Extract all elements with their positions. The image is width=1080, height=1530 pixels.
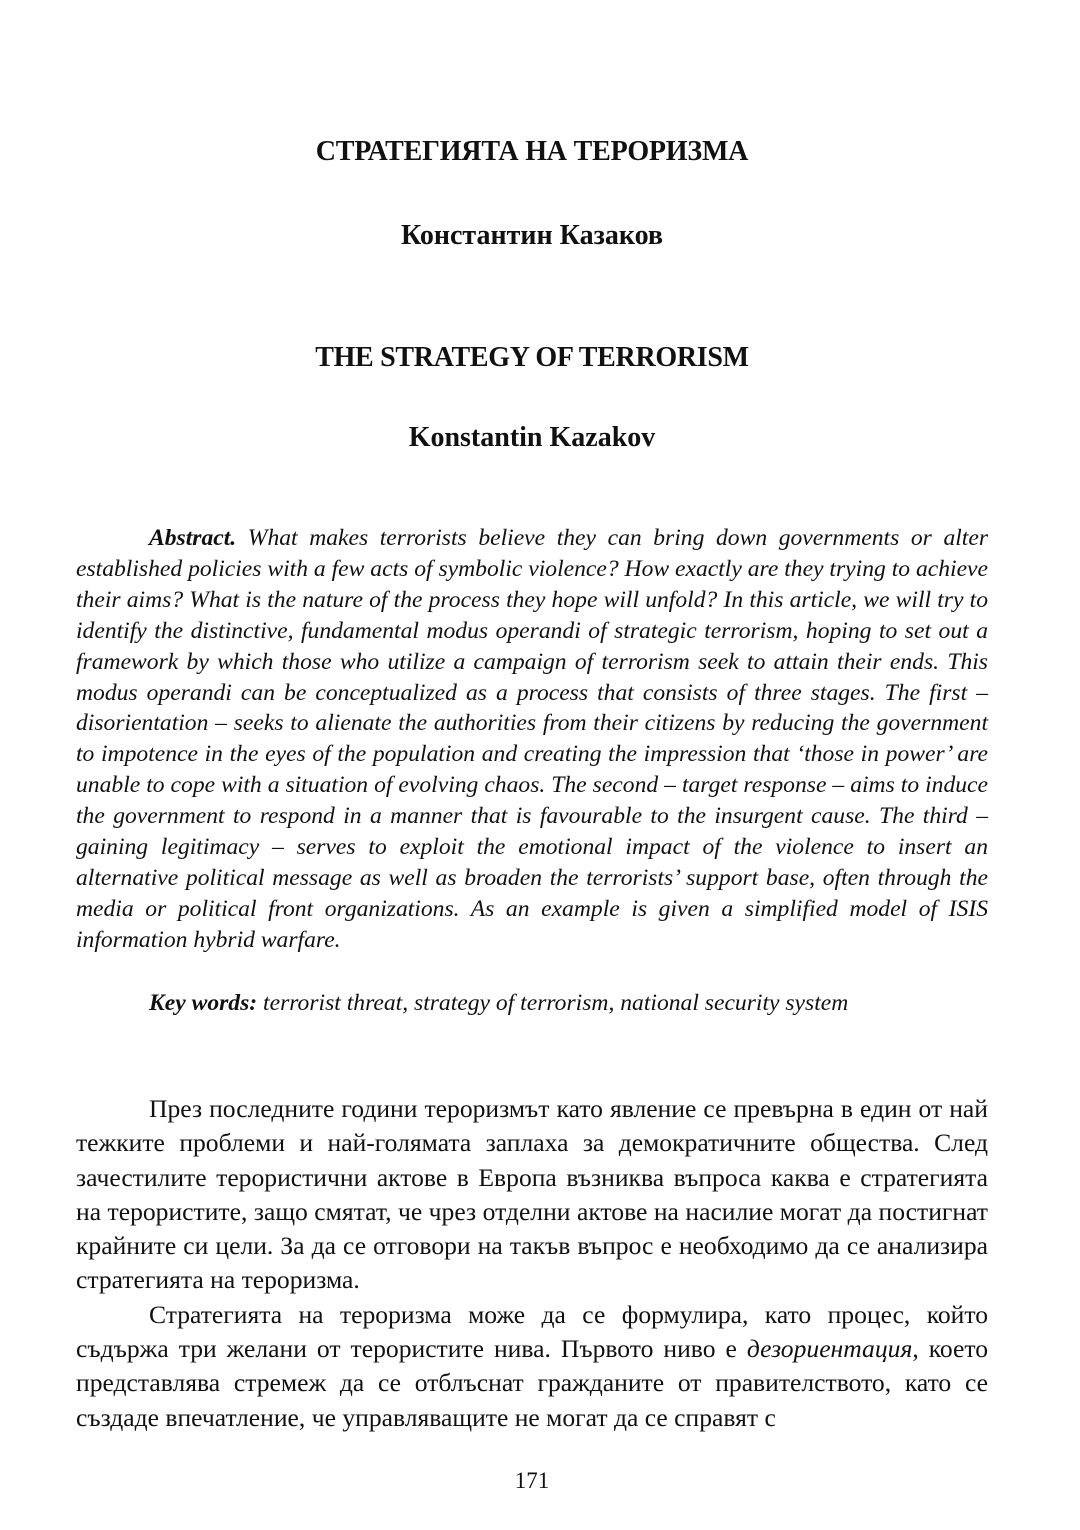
author-bulgarian: Константин Казаков [400,220,664,251]
keywords [76,988,988,1019]
abstract [76,523,988,956]
paragraph-text: , което представлява стремеж да се отблъснат гражданите от правителството, като се създаде впечатление, че управляващите не могат да се справят с [76,1334,988,1432]
author-english: Konstantin Kazakov [408,422,656,453]
paper-page [76,0,988,1530]
title-bulgarian: СТРАТЕГИЯТА НА ТЕРОРИЗМА [315,136,749,167]
body-text [76,1092,988,1435]
abstract-text: What makes terrorists believe they can bring down governments or alter established policies with a few acts of symbolic violence? How exactly are they trying to achieve their aims? What is the nature of the process they hope will unfold? In this article, we will try to identify the distinctive, fundamental modus operandi of strategic terrorism, hoping to set out a framework by which those who utilize a campaign of terrorism seek to attain their ends. This modus operandi can be conceptualized as a process that consists of three stages. The first – disorientation – seeks to alienate the authorities from their citizens by reducing the government to impotence in the eyes of the population and creating the impression that ‘those in power’ are unable to cope with a situation of evolving chaos. The second – target response – aims to induce the government to respond in a manner that is favourable to the insurgent cause. The third – gaining legitimacy – serves to exploit the emotional impact of the violence to insert an alternative political message as well as broaden the terrorists’ support base, often through the media or political front organizations. As an example is given a simplified model of ISIS information hybrid warfare. [76,525,988,953]
body-paragraph: През последните години тероризмът като явление се превърна в един от най тежките проблеми и най-голямата заплаха за демократичните общества. След зачестилите терористични актове в Европа възниква въпроса каква е стратегията на терористите, защо смятат, че чрез отделни актове на насилие могат да постигнат крайните си цели. За да се отговори на такъв въпрос е необходимо да се анализира стратегията на тероризма. [76,1094,988,1295]
emphasis-term: дезориентация [746,1334,913,1364]
keywords-label: Key words: [149,990,258,1016]
body-paragraph [76,1298,988,1435]
title-english: THE STRATEGY OF TERRORISM [315,342,749,373]
paragraph-text: Стратегията на тероризма може да се формулира, като процес, който съдържа три желани от терористите нива. Първото ниво е [76,1299,988,1364]
abstract-label: Abstract. [149,525,237,551]
keywords-text: terrorist threat, strategy of terrorism, national security system [263,990,849,1016]
page-number: 171 [514,1468,550,1493]
